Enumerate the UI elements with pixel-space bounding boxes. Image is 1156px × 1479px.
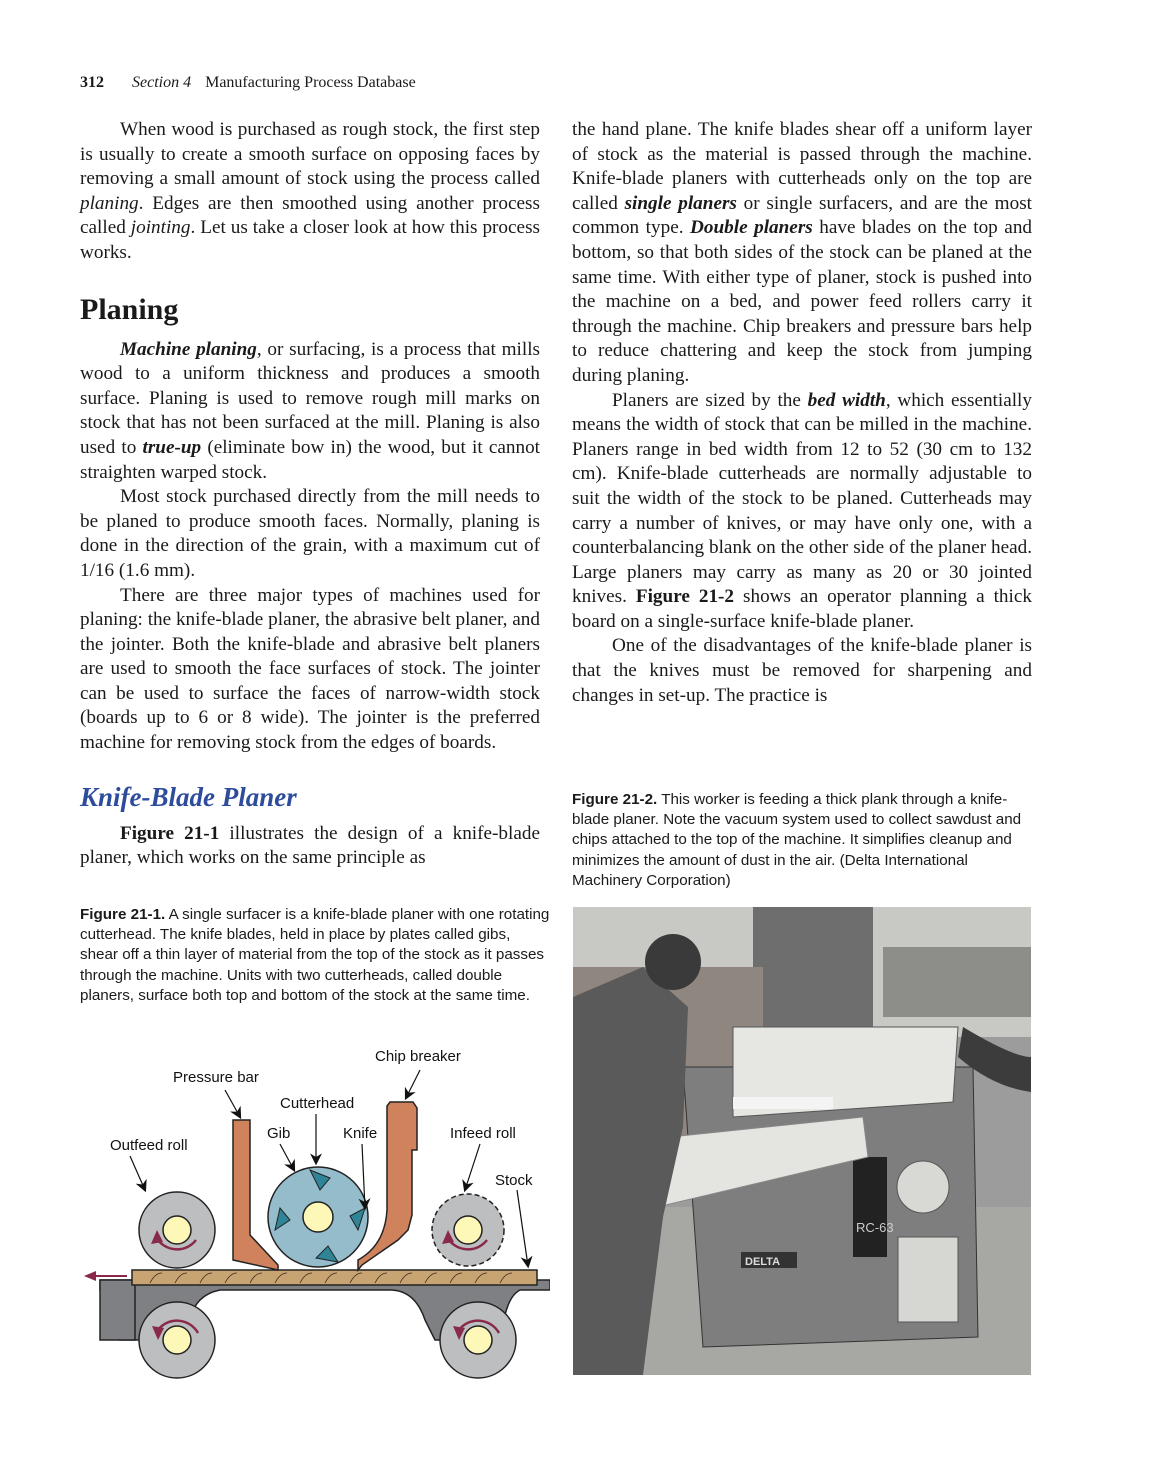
paragraph-three-types: There are three major types of machines used for planing: the knife-blade planer, the abrasive belt planer, and the jointer. Both the knife-blade and abrasive belt planers are used to smooth the face surfaces of stock. The jointer can be used to surface the faces of narrow-width stock (boards up to 6 or 8 wide). The jointer is the preferred machine for removing stock from the edges of boards. xyxy=(80,584,540,754)
page-number: 312 xyxy=(80,74,104,91)
figure-21-1-caption: Figure 21-1. A single surfacer is a knife-blade planer with one rotating cutterhead. The knife blades, held in place by plates called gibs, shear off a thin layer of material from the top of the stock as it passes through the machine. Units with two cutterheads, called double planers, surface both top and bottom of the stock at the same time. xyxy=(80,906,550,1004)
paragraph-most-stock: Most stock purchased directly from the mill needs to be planed to produce smooth faces. Normally, planing is done in the direction of the grain, with a maximum cut of 1/16 (1.6 mm). xyxy=(80,486,540,581)
brand-label: DELTA xyxy=(745,1256,781,1268)
label-cutterhead: Cutterhead xyxy=(280,1095,355,1112)
outfeed-roll xyxy=(139,1192,215,1268)
cutterhead xyxy=(268,1167,368,1267)
infeed-roll xyxy=(432,1194,504,1266)
label-pressure-bar: Pressure bar xyxy=(173,1069,259,1086)
figure-21-2-caption: Figure 21-2. This worker is feeding a thick plank through a knife-blade planer. Note the vacuum system used to collect sawdust and chips attached to the top of the machine. It simplifies cleanup and minimizes the amount of dust in the air. (Delta International Machinery Corporation) xyxy=(572,791,1022,889)
figure-reference: Figure 21-1 xyxy=(120,822,220,844)
stock xyxy=(132,1270,537,1285)
left-column xyxy=(80,118,540,871)
planer-diagram xyxy=(80,1040,550,1380)
label-gib: Gib xyxy=(267,1125,291,1142)
heading-knife-blade-planer: Knife-Blade Planer xyxy=(80,781,297,812)
paragraph-figure-ref: Figure 21-1 illustrates the design of a knife-blade planer, which works on the same principle as xyxy=(80,822,540,869)
section-title: Manufacturing Process Database xyxy=(205,74,416,91)
figure-reference: Figure 21-2 xyxy=(635,586,735,608)
label-stock: Stock xyxy=(495,1172,533,1189)
paragraph-disadvantages: One of the disadvantages of the knife-blade planer is that the knives must be removed for sharpening and changes in set-up. The practice is xyxy=(572,635,1032,706)
lower-roll-right xyxy=(440,1302,516,1378)
paragraph-bed-width: Planers are sized by the bed width, which essentially means the width of stock that can be milled in the machine. Planers range in bed width from 12 to 52 (30 cm to 132 cm). Knife-blade cutterheads are normally adjustable to suit the width of the stock to be planed. Cutterheads may carry a number of knives, or may have only one, with a counterbalancing blank on the other side of the planer head. Large planers may carry as many as 20 or 30 jointed knives. Figure 21-2 shows an operator planning a thick board on a single-surface knife-blade planer. xyxy=(572,389,1032,632)
heading-planing: Planing xyxy=(80,292,179,326)
pressure-bar xyxy=(233,1120,278,1270)
label-chip-breaker: Chip breaker xyxy=(375,1048,461,1065)
section-label: Section 4 xyxy=(132,74,192,91)
label-infeed-roll: Infeed roll xyxy=(450,1125,516,1142)
paragraph-continued: the hand plane. The knife blades shear off a uniform layer of stock as the material is passed through the machine. Knife-blade planers with cutterheads only on the top are called single planers or single surfacers, and are the most common type. Double planers have blades on the top and bottom, so that both sides of the stock can be planed at the same time. With either type of planer, stock is pushed into the machine on a bed, and power feed rollers carry it through the machine. Chip breakers and pressure bars help to reduce chattering and keep the stock from jumping during planing. xyxy=(572,119,1033,386)
paragraph-machine-planing: Machine planing, or surfacing, is a process that mills wood to a uniform thickness and produces a smooth surface. Planing is used to remove rough mill marks on stock that has not been surfaced at the mill. Planing is also used to true-up (eliminate bow in) the wood, but it cannot straighten warped stock. xyxy=(80,338,540,483)
right-column xyxy=(572,118,1032,708)
running-header xyxy=(80,74,416,92)
label-outfeed-roll: Outfeed roll xyxy=(110,1137,188,1154)
model-label: RC-63 xyxy=(856,1220,894,1235)
planer-photo xyxy=(573,907,1031,1375)
intro-paragraph: When wood is purchased as rough stock, the first step is usually to create a smooth surface on opposing faces by removing a small amount of stock using the process called planing. Edges are then smoothed using another process called jointing. Let us take a closer look at how this process works. xyxy=(80,119,540,263)
label-knife: Knife xyxy=(343,1125,378,1142)
lower-roll-left xyxy=(139,1302,215,1378)
